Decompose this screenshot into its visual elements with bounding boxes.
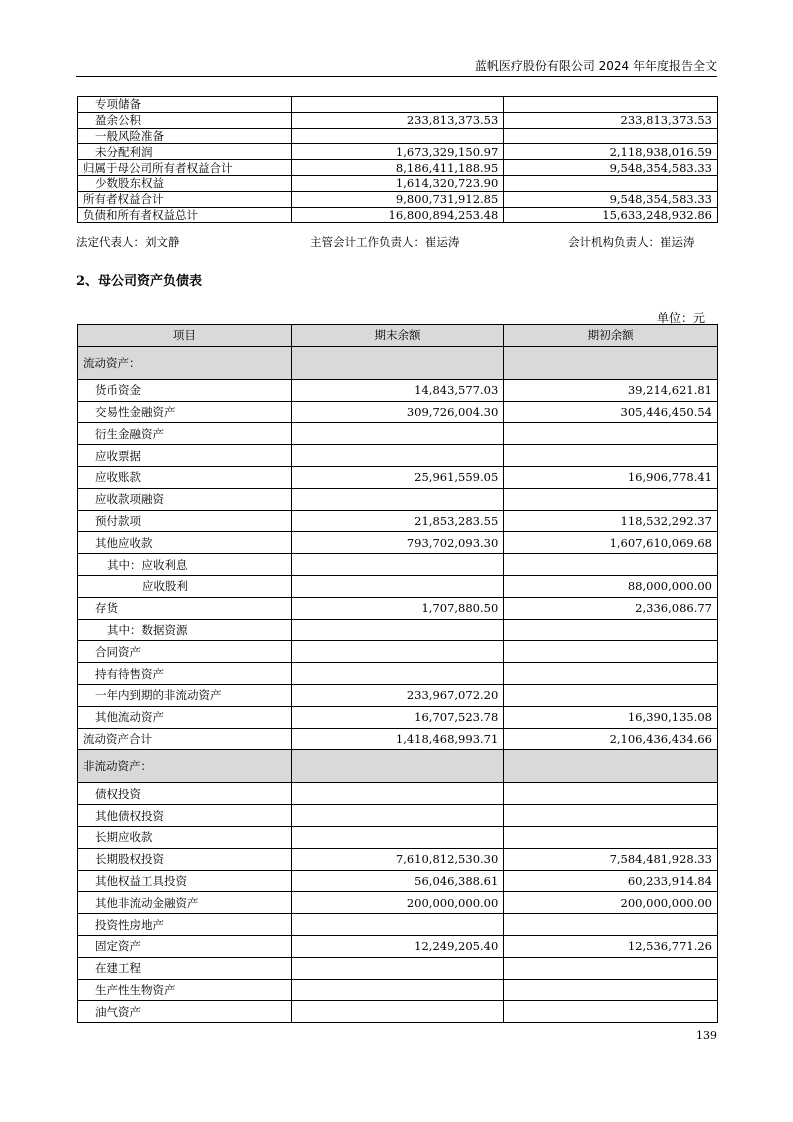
period-end-value — [291, 488, 504, 510]
period-end-value: 1,418,468,993.71 — [291, 728, 504, 750]
page-number: 139 — [696, 1029, 717, 1042]
period-begin-value: 1,607,610,069.68 — [504, 532, 718, 554]
period-begin-value — [504, 423, 718, 445]
equity-summary-table — [77, 96, 718, 223]
period-end-value — [291, 346, 504, 379]
header-period-begin: 期初余额 — [504, 325, 718, 347]
row-label: 其中：应收利息 — [78, 554, 292, 576]
period-begin-value — [504, 619, 718, 641]
table-row — [78, 684, 718, 706]
period-begin-value — [504, 914, 718, 936]
period-end-value: 200,000,000.00 — [291, 892, 504, 914]
table-row — [78, 160, 718, 176]
table-row — [78, 663, 718, 685]
row-label: 长期股权投资 — [78, 848, 292, 870]
period-end-value: 1,707,880.50 — [291, 597, 504, 619]
table-row — [78, 445, 718, 467]
table-row — [78, 466, 718, 488]
accounting-org-head: 会计机构负责人：崔运涛 — [568, 235, 695, 249]
row-label: 存货 — [78, 597, 292, 619]
header-divider — [76, 76, 717, 77]
row-label: 交易性金融资产 — [78, 401, 292, 423]
period-end-value — [291, 445, 504, 467]
row-label: 生产性生物资产 — [78, 979, 292, 1001]
period-end-value: 7,610,812,530.30 — [291, 848, 504, 870]
table-row — [78, 97, 718, 113]
period-begin-value — [504, 979, 718, 1001]
period-begin-value: 15,633,248,932.86 — [504, 207, 718, 223]
period-end-value — [291, 97, 504, 113]
period-end-value: 8,186,411,188.95 — [291, 160, 504, 176]
row-label: 未分配利润 — [78, 144, 292, 160]
period-begin-value — [504, 128, 718, 144]
period-begin-value — [504, 826, 718, 848]
row-label: 固定资产 — [78, 935, 292, 957]
period-begin-value — [504, 641, 718, 663]
table-row — [78, 423, 718, 445]
period-begin-value: 16,906,778.41 — [504, 466, 718, 488]
table-row — [78, 488, 718, 510]
row-label: 其中：数据资源 — [78, 619, 292, 641]
table-row — [78, 619, 718, 641]
table-row — [78, 706, 718, 728]
table-row — [78, 510, 718, 532]
table-row — [78, 979, 718, 1001]
row-label: 应收股利 — [78, 575, 292, 597]
table-row — [78, 826, 718, 848]
table-row — [78, 805, 718, 827]
period-end-value — [291, 128, 504, 144]
period-end-value — [291, 750, 504, 783]
table-row — [78, 914, 718, 936]
legal-representative: 法定代表人：刘文静 — [76, 235, 180, 249]
period-begin-value: 12,536,771.26 — [504, 935, 718, 957]
table-header-row — [78, 325, 718, 347]
period-end-value — [291, 575, 504, 597]
period-begin-value: 39,214,621.81 — [504, 379, 718, 401]
period-begin-value — [504, 488, 718, 510]
row-label: 应收账款 — [78, 466, 292, 488]
period-begin-value: 9,548,354,583.33 — [504, 160, 718, 176]
period-end-value: 793,702,093.30 — [291, 532, 504, 554]
period-end-value — [291, 663, 504, 685]
period-begin-value: 118,532,292.37 — [504, 510, 718, 532]
table-row — [78, 641, 718, 663]
period-end-value — [291, 957, 504, 979]
period-end-value — [291, 914, 504, 936]
section-row — [78, 346, 718, 379]
period-begin-value — [504, 684, 718, 706]
row-label: 长期应收款 — [78, 826, 292, 848]
period-begin-value — [504, 97, 718, 113]
period-end-value: 233,813,373.53 — [291, 112, 504, 128]
row-label: 持有待售资产 — [78, 663, 292, 685]
period-begin-value — [504, 750, 718, 783]
period-end-value — [291, 805, 504, 827]
period-begin-value: 233,813,373.53 — [504, 112, 718, 128]
period-end-value: 56,046,388.61 — [291, 870, 504, 892]
row-label: 盈余公积 — [78, 112, 292, 128]
table-row — [78, 935, 718, 957]
period-end-value: 25,961,559.05 — [291, 466, 504, 488]
period-end-value: 1,614,320,723.90 — [291, 175, 504, 191]
period-end-value: 21,853,283.55 — [291, 510, 504, 532]
table-row — [78, 175, 718, 191]
table-row — [78, 728, 718, 750]
row-label: 预付款项 — [78, 510, 292, 532]
period-end-value: 1,673,329,150.97 — [291, 144, 504, 160]
period-end-value: 233,967,072.20 — [291, 684, 504, 706]
section-row — [78, 750, 718, 783]
signature-line — [76, 234, 717, 250]
table-row — [78, 848, 718, 870]
report-header-title: 蓝帆医疗股份有限公司 2024 年年度报告全文 — [474, 59, 717, 73]
parent-balance-sheet-table — [77, 324, 718, 1023]
table-row — [78, 892, 718, 914]
header-item: 项目 — [78, 325, 292, 347]
table-row — [78, 870, 718, 892]
row-label: 其他流动资产 — [78, 706, 292, 728]
row-label: 应收票据 — [78, 445, 292, 467]
header-period-end: 期末余额 — [291, 325, 504, 347]
period-begin-value — [504, 346, 718, 379]
table-row — [78, 957, 718, 979]
row-label: 所有者权益合计 — [78, 191, 292, 207]
row-label: 其他非流动金融资产 — [78, 892, 292, 914]
table-row — [78, 597, 718, 619]
row-label: 流动资产合计 — [78, 728, 292, 750]
table-row — [78, 554, 718, 576]
row-label: 应收款项融资 — [78, 488, 292, 510]
table-row — [78, 128, 718, 144]
row-label: 少数股东权益 — [78, 175, 292, 191]
row-label: 归属于母公司所有者权益合计 — [78, 160, 292, 176]
row-label: 在建工程 — [78, 957, 292, 979]
table-row — [78, 783, 718, 805]
table-row — [78, 401, 718, 423]
period-end-value — [291, 979, 504, 1001]
row-label: 一般风险准备 — [78, 128, 292, 144]
row-label: 货币资金 — [78, 379, 292, 401]
table-row — [78, 112, 718, 128]
period-end-value — [291, 783, 504, 805]
period-end-value — [291, 826, 504, 848]
period-end-value: 16,800,894,253.48 — [291, 207, 504, 223]
period-begin-value — [504, 445, 718, 467]
period-begin-value: 16,390,135.08 — [504, 706, 718, 728]
period-end-value: 14,843,577.03 — [291, 379, 504, 401]
period-end-value: 16,707,523.78 — [291, 706, 504, 728]
period-end-value — [291, 554, 504, 576]
period-begin-value: 2,106,436,434.66 — [504, 728, 718, 750]
period-end-value — [291, 619, 504, 641]
row-label: 其他权益工具投资 — [78, 870, 292, 892]
row-label: 债权投资 — [78, 783, 292, 805]
period-begin-value — [504, 783, 718, 805]
period-end-value: 12,249,205.40 — [291, 935, 504, 957]
period-begin-value: 88,000,000.00 — [504, 575, 718, 597]
table-row — [78, 191, 718, 207]
row-label: 一年内到期的非流动资产 — [78, 684, 292, 706]
row-label: 衍生金融资产 — [78, 423, 292, 445]
period-begin-value — [504, 663, 718, 685]
period-begin-value: 60,233,914.84 — [504, 870, 718, 892]
period-begin-value: 2,336,086.77 — [504, 597, 718, 619]
row-label: 油气资产 — [78, 1001, 292, 1023]
row-label: 专项储备 — [78, 97, 292, 113]
row-label: 非流动资产： — [78, 750, 292, 783]
row-label: 投资性房地产 — [78, 914, 292, 936]
table-row — [78, 1001, 718, 1023]
table-row — [78, 207, 718, 223]
unit-label: 单位：元 — [656, 311, 705, 325]
period-begin-value: 7,584,481,928.33 — [504, 848, 718, 870]
section-title: 2、母公司资产负债表 — [76, 274, 203, 289]
period-begin-value — [504, 175, 718, 191]
equity-summary-body — [78, 97, 718, 223]
period-begin-value: 200,000,000.00 — [504, 892, 718, 914]
row-label: 其他债权投资 — [78, 805, 292, 827]
period-begin-value — [504, 805, 718, 827]
row-label: 其他应收款 — [78, 532, 292, 554]
period-end-value: 9,800,731,912.85 — [291, 191, 504, 207]
period-end-value — [291, 1001, 504, 1023]
table-row — [78, 144, 718, 160]
period-begin-value: 2,118,938,016.59 — [504, 144, 718, 160]
period-end-value — [291, 641, 504, 663]
accounting-head: 主管会计工作负责人：崔运涛 — [310, 235, 460, 249]
row-label: 流动资产： — [78, 346, 292, 379]
period-end-value: 309,726,004.30 — [291, 401, 504, 423]
row-label: 合同资产 — [78, 641, 292, 663]
row-label: 负债和所有者权益总计 — [78, 207, 292, 223]
period-end-value — [291, 423, 504, 445]
balance-sheet-body — [78, 346, 718, 1022]
period-begin-value: 305,446,450.54 — [504, 401, 718, 423]
period-begin-value — [504, 957, 718, 979]
table-row — [78, 532, 718, 554]
table-row — [78, 575, 718, 597]
table-row — [78, 379, 718, 401]
period-begin-value: 9,548,354,583.33 — [504, 191, 718, 207]
period-begin-value — [504, 1001, 718, 1023]
period-begin-value — [504, 554, 718, 576]
